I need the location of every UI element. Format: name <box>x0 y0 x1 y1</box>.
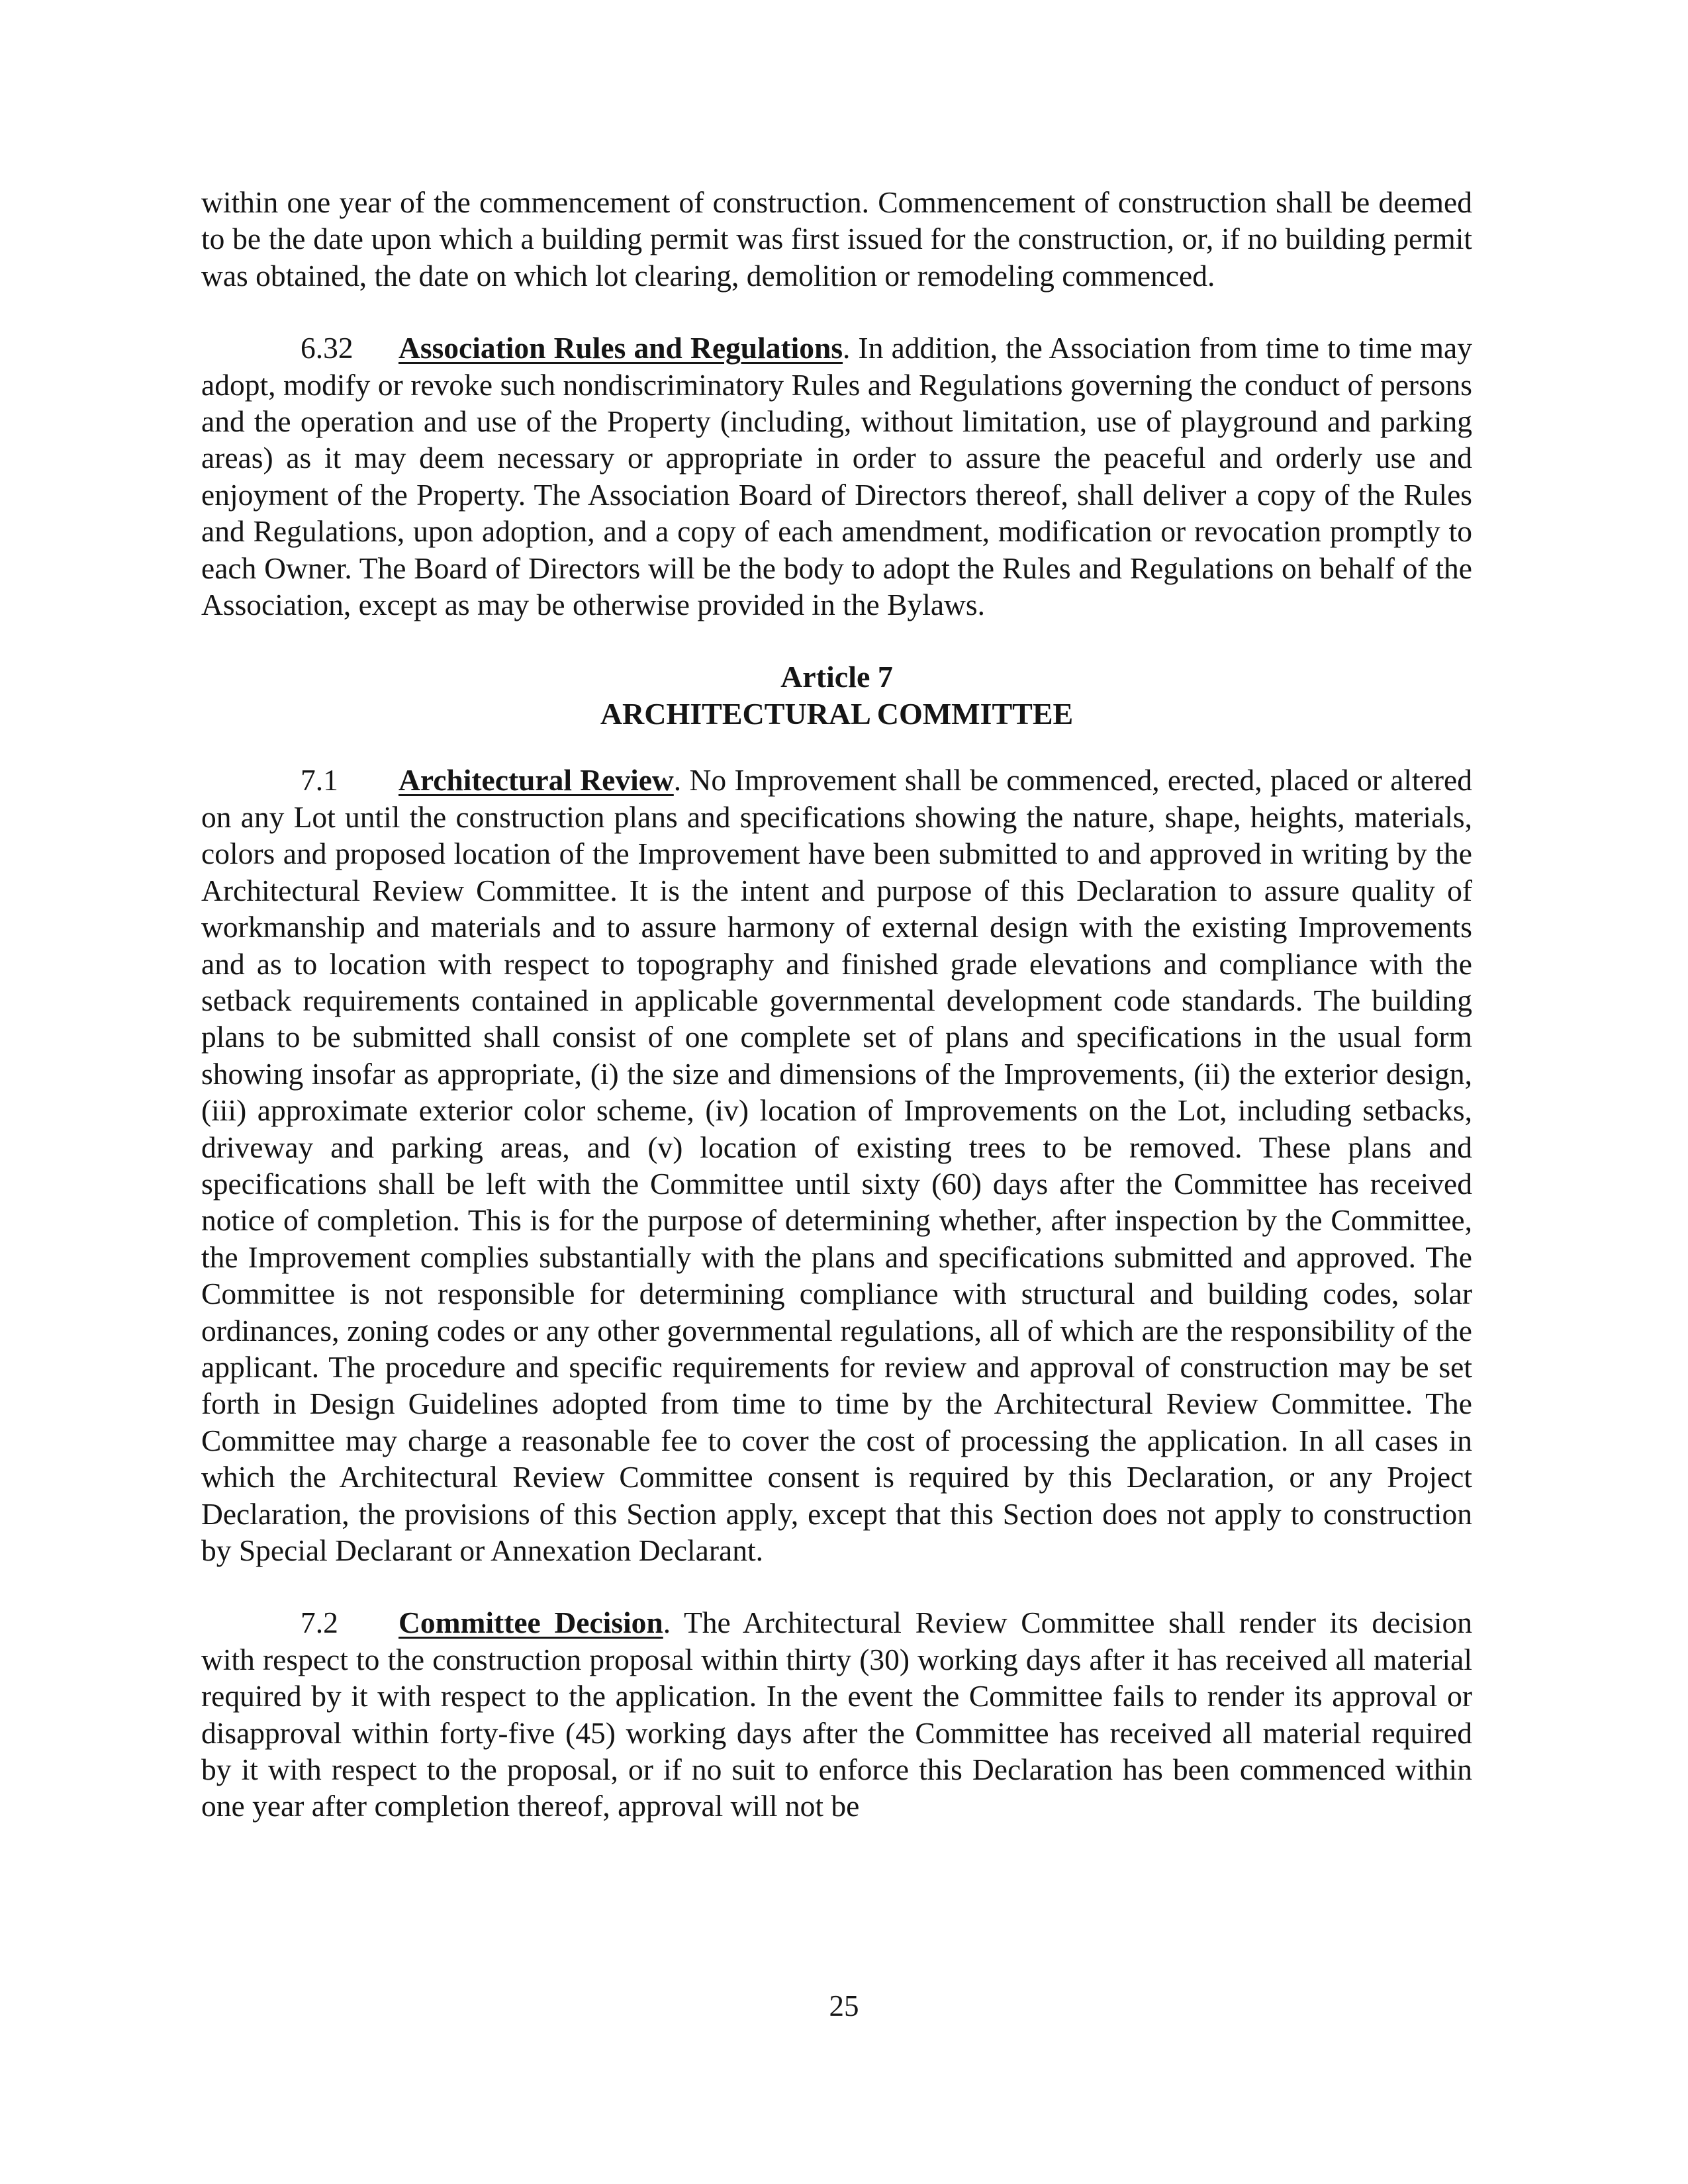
section-number: 7.2 <box>301 1606 338 1640</box>
carryover-paragraph: within one year of the commencement of construction. Commencement of construction shall be deemed to be the date upon which a building permit was first issued for the construction, or, if no building permit was obtained, the date on which lot clearing, demolition or remodeling commenced. <box>201 185 1472 293</box>
article-label: Article 7 <box>780 660 893 694</box>
section-number: 7.1 <box>301 763 338 797</box>
section-body: . The Architectural Review Committee shall render its decision with respect to the construction proposal within thirty (30) working days after it has received all material required by it with respect to the application. In the event the Committee fails to render its approval or disapproval within forty-five (45) working days after the Committee has received all material required by it with respect to the proposal, or if no suit to enforce this Declaration has been commenced within one year after completion thereof, approval will not be <box>201 1606 1472 1823</box>
page-number: 25 <box>829 1989 859 2023</box>
document-page <box>201 184 1472 1825</box>
spacer <box>201 1569 1472 1604</box>
spacer <box>201 733 1472 762</box>
spacer <box>201 294 1472 330</box>
article-title: ARCHITECTURAL COMMITTEE <box>600 697 1074 731</box>
section-title: Architectural Review <box>399 763 674 797</box>
section-number: 6.32 <box>301 331 353 365</box>
section-body: . No Improvement shall be commenced, erected, placed or altered on any Lot until the construction plans and specifications showing the nature, shape, heights, materials, colors and proposed location of the Improvement have been submitted to and approved in writing by the Architectural Review Committee. It is the intent and purpose of this Declaration to assure quality of workmanship and materials and to assure harmony of external design with the existing Improvements and as to location with respect to topography and finished grade elevations and compliance with the setback requirements contained in applicable governmental development code standards. The building plans to be submitted shall consist of one complete set of plans and specifications in the usual form showing insofar as appropriate, (i) the size and dimensions of the Improvements, (ii) the exterior design, (iii) approximate exterior color scheme, (iv) location of Improvements on the Lot, including setbacks, driveway and parking areas, and (v) location of existing trees to be removed. These plans and specifications shall be left with the Committee until sixty (60) days after the Committee has received notice of completion. This is for the purpose of determining whether, after inspection by the Committee, the Improvement complies substantially with the plans and specifications submitted and approved. The Committee is not responsible for determining compliance with structural and building codes, solar ordinances, zoning codes or any other governmental regulations, all of which are the responsibility of the applicant. The procedure and specific requirements for review and approval of construction may be set forth in Design Guidelines adopted from time to time by the Architectural Review Committee. The Committee may charge a reasonable fee to cover the cost of processing the application. In all cases in which the Architectural Review Committee consent is required by this Declaration, or any Project Declaration, the provisions of this Section apply, except that this Section does not apply to construction by Special Declarant or Annexation Declarant. <box>201 763 1472 1567</box>
section-6-32 <box>201 330 1472 623</box>
section-7-2 <box>201 1604 1472 1824</box>
section-title: Association Rules and Regulations <box>399 331 843 365</box>
spacer <box>201 623 1472 659</box>
section-title: Committee Decision <box>399 1606 663 1640</box>
section-body: . In addition, the Association from time to time may adopt, modify or revoke such nondiscriminatory Rules and Regulations governing the conduct of persons and the operation and use of the Property (including, without limitation, use of playground and parking areas) as it may deem necessary or appropriate in order to assure the peaceful and orderly use and enjoyment of the Property. The Association Board of Directors thereof, shall deliver a copy of the Rules and Regulations, upon adoption, and a copy of each amendment, modification or revocation promptly to each Owner. The Board of Directors will be the body to adopt the Rules and Regulations on behalf of the Association, except as may be otherwise provided in the Bylaws. <box>201 331 1472 622</box>
section-7-1 <box>201 762 1472 1569</box>
